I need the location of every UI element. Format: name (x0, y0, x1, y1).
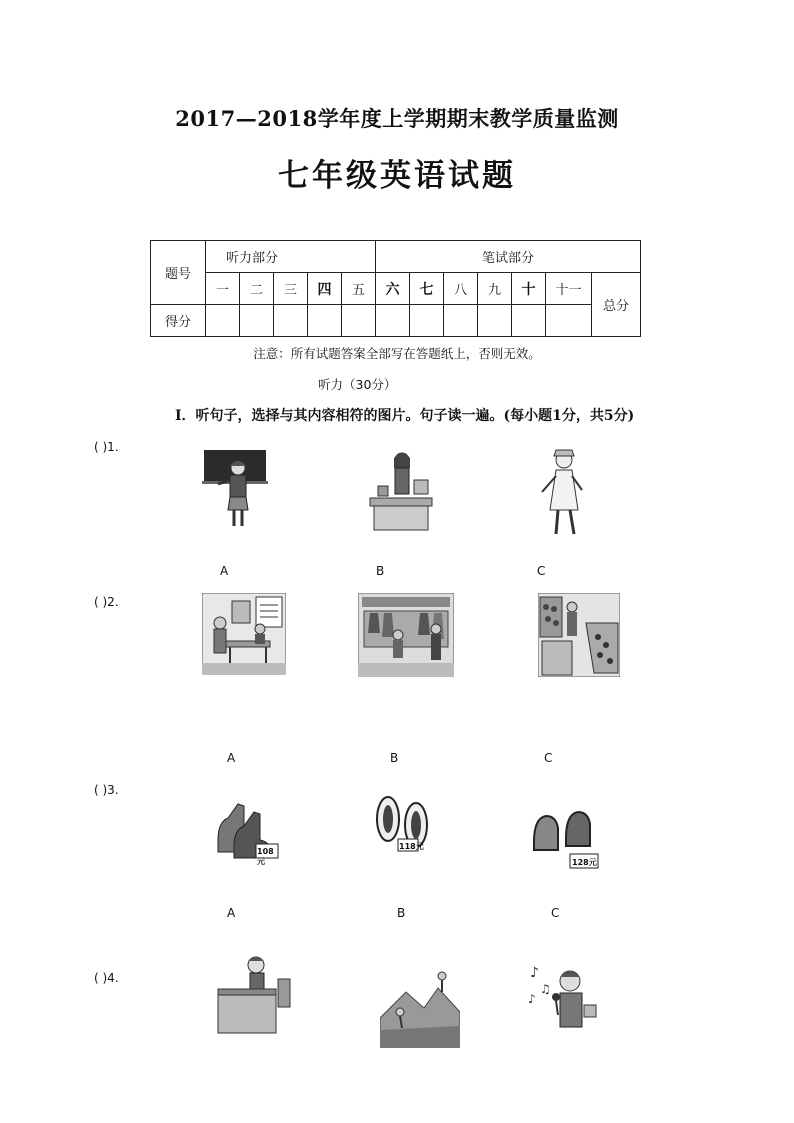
score-row-label: 得分 (151, 305, 206, 337)
col-4: 四 (308, 273, 342, 305)
q4-hiking-picture[interactable] (380, 968, 460, 1048)
total-score-label: 总分 (592, 273, 641, 337)
score-cell[interactable] (206, 305, 240, 337)
score-cell[interactable] (274, 305, 308, 337)
score-cell[interactable] (478, 305, 512, 337)
q4-boy-singing-picture[interactable] (526, 963, 600, 1043)
q3-price-tag-a: 108元 (257, 847, 274, 866)
score-cell[interactable] (240, 305, 274, 337)
question-4-bracket[interactable]: ( )4. (94, 971, 119, 985)
q2-classroom-picture[interactable] (202, 593, 286, 675)
q2-option-c[interactable]: C (544, 751, 553, 765)
question-2-bracket[interactable]: ( )2. (94, 595, 119, 609)
q2-option-b[interactable]: B (390, 751, 399, 765)
q3-price-tag-c: 128元 (572, 858, 597, 867)
col-11: 十一 (546, 273, 592, 305)
col-1: 一 (206, 273, 240, 305)
score-cell[interactable] (444, 305, 478, 337)
score-cell[interactable] (512, 305, 546, 337)
col-9: 九 (478, 273, 512, 305)
col-10: 十 (512, 273, 546, 305)
q1-office-worker-picture[interactable] (368, 446, 434, 532)
q3-price-tag-b: 118元 (399, 842, 424, 851)
col-6: 六 (376, 273, 410, 305)
q1-option-c[interactable]: C (537, 564, 546, 578)
col-8: 八 (444, 273, 478, 305)
col-5: 五 (342, 273, 376, 305)
q2-option-a[interactable]: A (227, 751, 236, 765)
score-cell[interactable] (308, 305, 342, 337)
q1-nurse-picture[interactable] (538, 448, 594, 540)
svg-text:♪: ♪ (528, 992, 536, 1006)
q3-option-c[interactable]: C (551, 906, 560, 920)
exam-title-line2: 七年级英语试题 (278, 158, 516, 194)
q3-option-b[interactable]: B (397, 906, 406, 920)
score-cell[interactable] (410, 305, 444, 337)
q3-sneakers-picture[interactable] (372, 795, 434, 857)
listening-heading: 听力（30分） (318, 377, 397, 392)
q3-sport-shoes-picture[interactable] (530, 808, 600, 872)
q1-option-a[interactable]: A (220, 564, 229, 578)
q1-teacher-picture[interactable] (200, 448, 270, 530)
score-cell[interactable] (546, 305, 592, 337)
q3-option-a[interactable]: A (227, 906, 236, 920)
col-3: 三 (274, 273, 308, 305)
notice-text: 注意：所有试题答案全部写在答题纸上，否则无效。 (253, 346, 541, 361)
written-part-label: 笔试部分 (376, 241, 641, 273)
question-1-bracket[interactable]: ( )1. (94, 440, 119, 454)
listening-part-label: 听力部分 (206, 241, 376, 273)
score-table (150, 240, 641, 337)
q4-boy-writing-picture[interactable] (216, 953, 296, 1035)
score-cell[interactable] (342, 305, 376, 337)
col-2: 二 (240, 273, 274, 305)
q2-clothes-shop-picture[interactable] (358, 593, 454, 677)
svg-text:♫: ♫ (540, 982, 551, 996)
q2-supermarket-picture[interactable] (538, 593, 620, 677)
question-3-bracket[interactable]: ( )3. (94, 783, 119, 797)
q1-option-b[interactable]: B (376, 564, 385, 578)
q3-boots-picture[interactable] (214, 800, 280, 866)
svg-text:♪: ♪ (530, 965, 539, 981)
question-number-label: 题号 (151, 241, 206, 305)
score-cell[interactable] (376, 305, 410, 337)
exam-title-line1: 2017—2018学年度上学期期末教学质量监测 (175, 106, 619, 131)
col-7: 七 (410, 273, 444, 305)
section-one-heading: Ⅰ．听句子，选择与其内容相符的图片。句子读一遍。(每小题1分，共5分) (175, 408, 635, 424)
